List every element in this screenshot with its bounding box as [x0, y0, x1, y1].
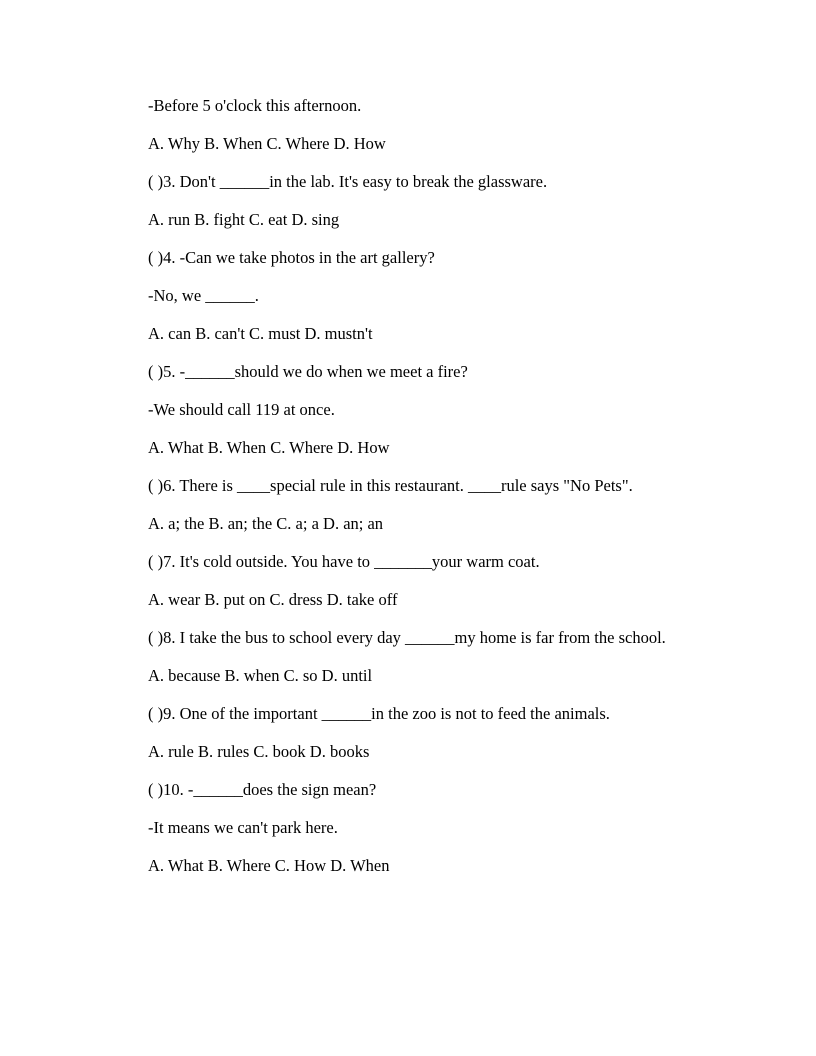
question-7: ( )7. It's cold outside. You have to _______your warm coat.: [148, 552, 540, 571]
answer-line: -Before 5 o'clock this afternoon.: [148, 96, 362, 115]
exercise-content: [120, 94, 692, 892]
question-5: ( )5. -______should we do when we meet a fire?: [148, 362, 468, 381]
options-line: A. can B. can't C. must D. mustn't: [148, 324, 373, 343]
options-line: A. Why B. When C. Where D. How: [148, 134, 386, 153]
question-4: ( )4. -Can we take photos in the art gallery?: [148, 248, 435, 267]
question-9: ( )9. One of the important ______in the zoo is not to feed the animals.: [148, 704, 610, 723]
options-line: A. because B. when C. so D. until: [148, 666, 373, 685]
options-line: A. run B. fight C. eat D. sing: [148, 210, 340, 229]
question-3: ( )3. Don't ______in the lab. It's easy to break the glassware.: [148, 172, 548, 191]
options-line: A. rule B. rules C. book D. books: [148, 742, 370, 761]
question-6: ( )6. There is ____special rule in this restaurant. ____rule says "No Pets".: [148, 476, 633, 495]
question-8: ( )8. I take the bus to school every day ______my home is far from the school.: [148, 628, 666, 647]
options-line: A. a; the B. an; the C. a; a D. an; an: [148, 514, 384, 533]
answer-line: -It means we can't park here.: [148, 818, 338, 837]
answer-line: -We should call 119 at once.: [148, 400, 335, 419]
options-line: A. What B. When C. Where D. How: [148, 438, 390, 457]
answer-line: -No, we ______.: [148, 286, 259, 305]
options-line: A. What B. Where C. How D. When: [148, 856, 390, 875]
options-line: A. wear B. put on C. dress D. take off: [148, 590, 398, 609]
question-10: ( )10. -______does the sign mean?: [148, 780, 377, 799]
